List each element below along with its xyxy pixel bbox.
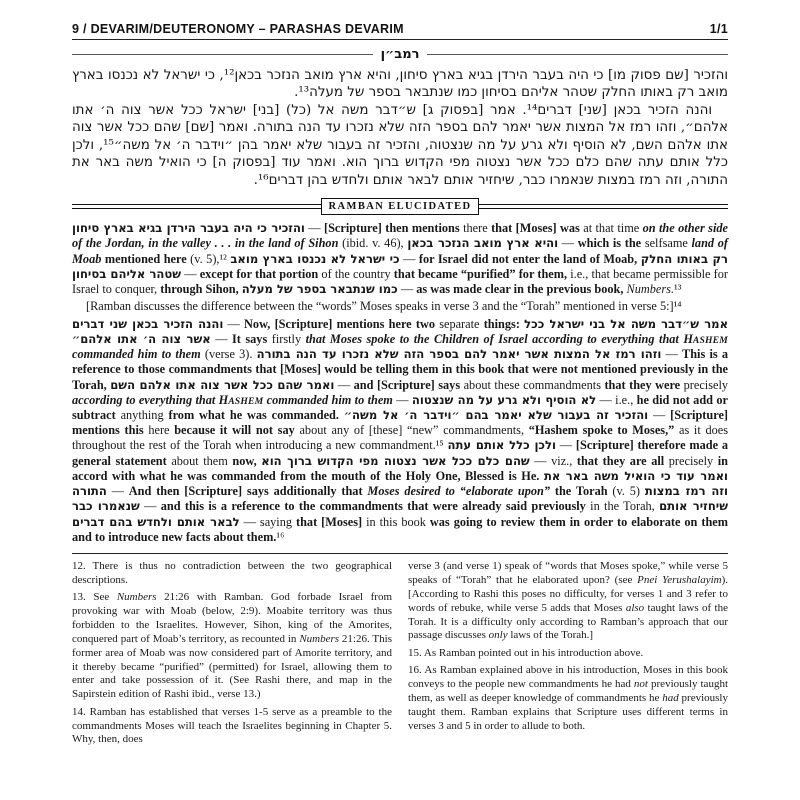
english-elucidation: — [Scripture] mentions this here because it will not say about any of [these] “new” commandments, “Hashem spoke to Moses,” as it does throughout the rest of the Torah when introducing a new commandment.¹⁵ (72, 407, 729, 453)
hebrew-phrase: שיחזיר אותם לבאר אותם ולחדש בהם דברים (72, 499, 728, 529)
english-elucidation: — It says firstly that Moses spoke to the Children of Israel according to everything that HASHEM commanded him to them (verse 3). (72, 331, 728, 362)
elucidated-section (72, 221, 728, 545)
page-header-title: 9 / DEVARIM/DEUTERONOMY – PARASHAS DEVARIM (72, 22, 404, 36)
hebrew-phrase: כי ישראל לא נכנסו בארץ מואב (230, 251, 400, 266)
hebrew-phrase: והזכיר זה בעבור שלא יאמר בהם ״וידבר ה׳ אל משה״ (343, 407, 649, 422)
english-elucidation: — [Scripture] then mentions there that [Moses] was at that time on the other side of the Jordan, in the valley . . . in the land of Sihon (ibid. v. 46), (72, 221, 728, 251)
english-elucidation: — except for that portion of the country that became “purified” for them, i.e., that became permissible for Israel to conquer, through Sihon, (72, 266, 728, 297)
hebrew-phrase: כמו שנתבאר בספר של מעלה (241, 282, 398, 297)
english-elucidation: — This is a reference to those commandments that [Moses] would be telling them in this book that were not mentioned previously in the Torah, (72, 347, 728, 392)
elucidated-paragraph (72, 317, 728, 546)
hebrew-phrase: והיא ארץ מואב הנזכר בכאן (407, 236, 559, 251)
hebrew-phrase: לא הוסיף ולא גרע על מה שנצטוה (411, 392, 597, 407)
ramban-divider-label: רמב״ן (380, 47, 420, 62)
english-elucidation: — and this is a reference to the commandments that were already said previously in the Torah, (139, 499, 660, 514)
elucidated-banner (72, 198, 728, 215)
english-elucidation: — [Scripture] therefore made a general statement about them now, (72, 438, 728, 468)
english-elucidation: — which is the selfsame land of Moab mentioned here (v. 5),¹² (72, 236, 728, 266)
english-elucidation: — and [Scripture] says about these commandments that they were precisely according to everything that HASHEM commanded him to them — (72, 377, 729, 407)
hebrew-phrase: אמר ש״דבר משה אל בני ישראל ככל אשר צוה ה׳ אתו אלהם״ (72, 316, 729, 346)
banner-line-left (72, 204, 321, 209)
hebrew-commentary (72, 67, 728, 189)
page-header-ref: 1/1 (709, 22, 728, 36)
header-rule (72, 39, 728, 40)
footnote-item: verse 3 (and verse 1) speak of “words that Moses spoke,” while verse 5 speaks of “Torah” that he elaborated upon? (see Pnei Yerushalayim). [According to Rashi this poses no difficulty, for verses 1 and 3 refer to words of rebuke, while verse 5 adds that Moses also taught laws of the Torah. It is a difficulty only according to Ramban’s approach that our passage discusses only laws of the Torah.] (408, 560, 728, 642)
footnote-item: 12. There is thus no contradiction between the two geographical descriptions. (72, 560, 392, 586)
hebrew-phrase: רק באותו החלק שטהר אליהם בסיחון (72, 251, 728, 281)
footnote-item: 16. As Ramban explained above in his introduction, Moses in this book conveys to the people new commandments he had not previously taught them, as well as deeper knowledge of commandments he had previously taught them. Ramban explains that Scripture uses different terms in verses 3 and 5 in order to allude to both. (408, 664, 728, 732)
footnote-item: 15. As Ramban pointed out in his introduction above. (408, 646, 644, 659)
footnotes-column-right (408, 560, 728, 751)
english-elucidation: — viz., that they are all precisely in accord with what he was commanded from the mouth of the Holy One, Blessed is He. (72, 453, 729, 483)
english-elucidation: — And then [Scripture] says additionally that Moses desired to “elaborate upon” the Torah (v. 5) (106, 484, 645, 499)
hebrew-phrase: ואמר עוד כי הואיל משה באר את התורה (72, 468, 728, 499)
hebrew-paragraph-1: והזכיר [שם פסוק מו] כי היה בעבר הירדן בגיא בארץ סיחון, והיא ארץ מואב הנזכר בכאן¹², כי ישראל לא נכנסו בארץ מואב רק באותו החלק שטהר אליהם בסיחון כמו שנתבאר בספר של מעלה¹³. (72, 68, 728, 101)
footnote-item: 14. Ramban has established that verses 1-5 serve as a preamble to the commandments Moses will teach the Israelites beginning in Chapter 5. Why, then, does (72, 705, 392, 746)
elucidated-paragraph (72, 221, 728, 297)
divider-line-right (427, 54, 728, 55)
divider-line-left (72, 54, 373, 55)
footnotes-column-left (72, 560, 392, 751)
english-elucidation: — as was made clear in the previous book, Numbers.¹³ (397, 282, 682, 297)
hebrew-paragraph-2: והנה הזכיר בכאן [שני] דברים¹⁴. אמר [בפסוק ג] ש״דבר משה אל (כל) [בני] ישראל ככל אשר צוה ה׳ אתו אלהם״, וזהו רמז אל המצות אשר יאמר להם בספר הזה שלא נזכרו עד הנה בתורה. ואמר [שם] שהם ככל אשר צוה אתו אלהם השם, לא הוסיף ולא גרע על מה שנצטוה, והזכיר זה בעבור שלא יאמר בהן ״וידבר ה׳ אל משה״¹⁵, ולכן כלל אותם עתה שהם כלם ככל אשר נצטוה מפי הקדוש ברוך הוא. ואמר עוד [בפסוק ה] כי הואיל משה באר את התורה, וזה רמז במצות שנאמרו כבר, שיחזיר אותם לבאר אותם ולחדש בהן דברים¹⁶. (72, 102, 729, 188)
page-header (72, 22, 728, 36)
hebrew-phrase: וזה רמז במצות שנאמרו כבר (72, 484, 728, 514)
bracket-note: [Ramban discusses the difference between the “words” Moses speaks in verse 3 and the “Torah” mentioned in verse 5:]¹⁴ (86, 299, 682, 314)
english-elucidation: — saying that [Moses] in this book was going to review them in order to elaborate on them and to introduce new facts about them.¹⁶ (72, 514, 728, 544)
footnotes-section (72, 560, 728, 751)
english-elucidation: — for Israel did not enter the land of Moab, (399, 251, 638, 266)
hebrew-phrase: וזהו רמז אל המצות אשר יאמר להם בספר הזה שלא נזכרו עד הנה בתורה (256, 347, 662, 362)
hebrew-phrase: ואמר שהם ככל אשר צוה אתו אלהם השם (110, 377, 335, 392)
hebrew-phrase: ולכן כלל אותם עתה (447, 438, 556, 453)
hebrew-phrase: והזכיר כי היה בעבר הירדן בגיא בארץ סיחון (72, 221, 305, 236)
english-elucidation: — Now, [Scripture] mentions here two separate things: (223, 316, 520, 331)
hebrew-phrase: שהם כלם ככל אשר נצטוה מפי הקדוש ברוך הוא (261, 453, 530, 468)
footnotes-rule (72, 553, 728, 554)
footnote-item: 13. See Numbers 21:26 with Ramban. God forbade Israel from provoking war with Moab (below, 2:9). Moabite territory was thus forbidden to the Israelites. However, Sihon, king of the Amorites, conquered part of Moab’s territory, as recounted in Numbers 21:26. This former area of Moab was now considered part of Amorite territory, and it thereby became “purified” (permitted) for Israel, allowing them to enter and take possession of it. (See Rashi there, and map in the Sapirstein edition of Rashi ibid., verse 13.) (72, 591, 392, 701)
english-elucidation: — i.e., he did not add or subtract anything from what he was commanded. (72, 392, 728, 422)
elucidated-banner-label: RAMBAN ELUCIDATED (321, 198, 480, 215)
ramban-divider (72, 47, 728, 62)
hebrew-phrase: והנה הזכיר בכאן שני דברים (72, 316, 224, 331)
banner-line-right (479, 204, 728, 209)
